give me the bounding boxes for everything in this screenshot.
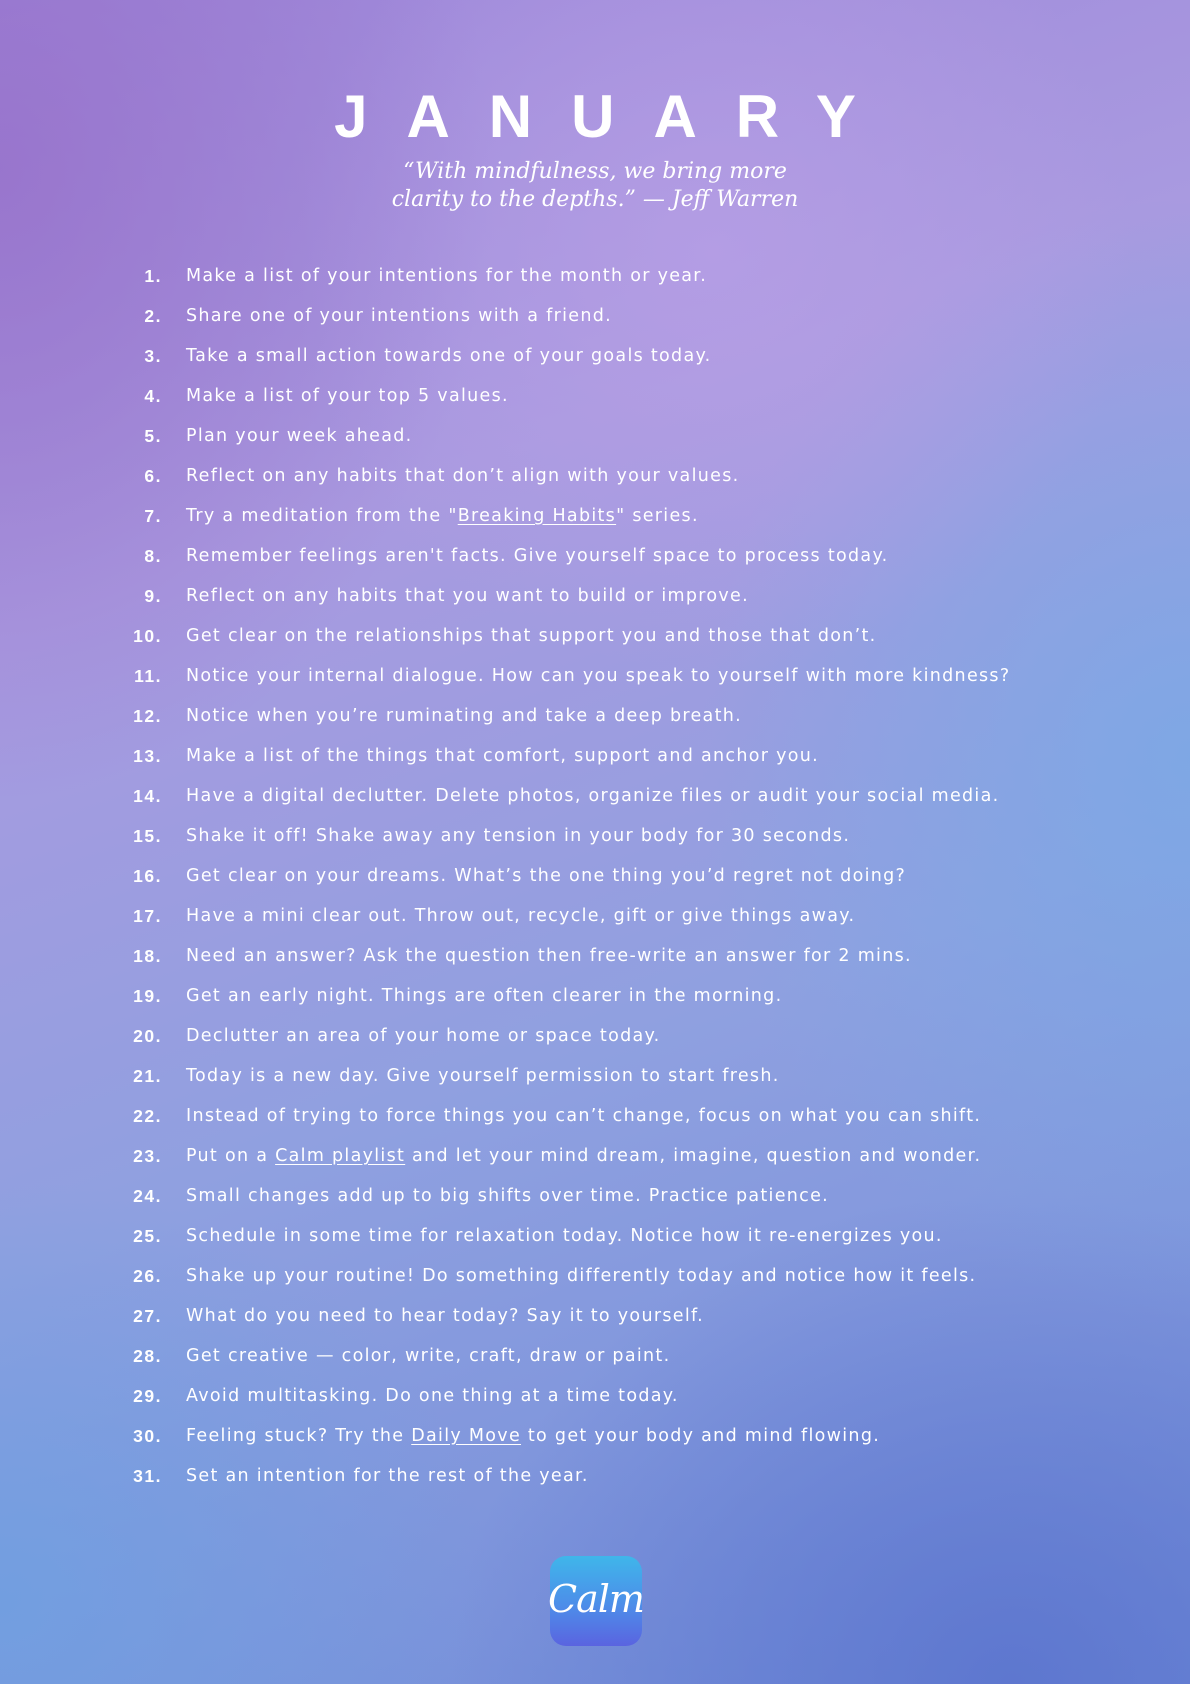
item-text: Get an early night. Things are often clearer in the morning.	[186, 986, 783, 1006]
list-item	[0, 1256, 1190, 1296]
item-number: 21.	[133, 1066, 162, 1086]
item-number: 5.	[144, 426, 162, 446]
item-text: Need an answer? Ask the question then free-write an answer for 2 mins.	[186, 946, 912, 966]
list-item	[0, 576, 1190, 616]
item-text: Remember feelings aren't facts. Give yourself space to process today.	[186, 546, 889, 566]
item-text-before: Feeling stuck? Try the	[186, 1426, 412, 1446]
item-link[interactable]: Calm playlist	[275, 1146, 406, 1166]
item-number: 31.	[133, 1466, 162, 1486]
item-number: 6.	[144, 466, 162, 486]
item-text: Avoid multitasking. Do one thing at a time today.	[186, 1386, 679, 1406]
list-item	[0, 256, 1190, 296]
item-text: Make a list of your top 5 values.	[186, 386, 509, 406]
item-number: 20.	[133, 1026, 162, 1046]
item-text: Today is a new day. Give yourself permission to start fresh.	[186, 1066, 780, 1086]
item-text-after: to get your body and mind flowing.	[521, 1426, 881, 1446]
list-item	[0, 1336, 1190, 1376]
list-item	[0, 1456, 1190, 1496]
list-item	[0, 416, 1190, 456]
item-number: 24.	[133, 1186, 162, 1206]
list-item	[0, 896, 1190, 936]
calm-logo-text: Calm	[548, 1577, 644, 1621]
item-text: Notice when you’re ruminating and take a deep breath.	[186, 706, 742, 726]
list-item	[0, 1136, 1190, 1176]
item-number: 7.	[144, 506, 162, 526]
item-text-after: and let your mind dream, imagine, question and wonder.	[405, 1146, 982, 1166]
list-item	[0, 736, 1190, 776]
item-text: Plan your week ahead.	[186, 426, 413, 446]
item-number: 9.	[144, 586, 162, 606]
list-item	[0, 696, 1190, 736]
list-item	[0, 1216, 1190, 1256]
list-item	[0, 936, 1190, 976]
list-item	[0, 776, 1190, 816]
quote	[0, 158, 1190, 214]
item-text: Reflect on any habits that you want to build or improve.	[186, 586, 749, 606]
list-item	[0, 536, 1190, 576]
item-text: Get clear on your dreams. What’s the one thing you’d regret not doing?	[186, 866, 907, 886]
item-number: 28.	[133, 1346, 162, 1366]
list-item	[0, 816, 1190, 856]
item-link[interactable]: Daily Move	[411, 1426, 522, 1446]
item-number: 23.	[133, 1146, 162, 1166]
item-text: Shake it off! Shake away any tension in your body for 30 seconds.	[186, 826, 851, 846]
list-item	[0, 1096, 1190, 1136]
quote-line-1: “With mindfulness, we bring more	[403, 159, 787, 184]
item-text: What do you need to hear today? Say it to yourself.	[186, 1306, 705, 1326]
item-text: Set an intention for the rest of the year.	[186, 1466, 589, 1486]
page-title: JANUARY	[334, 83, 895, 150]
item-number: 8.	[144, 546, 162, 566]
item-text: Small changes add up to big shifts over time. Practice patience.	[186, 1186, 830, 1206]
item-text: Notice your internal dialogue. How can you speak to yourself with more kindness?	[186, 666, 1011, 686]
item-number: 3.	[144, 346, 162, 366]
item-text: Make a list of the things that comfort, support and anchor you.	[186, 746, 819, 766]
calm-logo[interactable]	[550, 1556, 642, 1646]
list-item	[0, 376, 1190, 416]
list-item	[0, 616, 1190, 656]
item-number: 13.	[133, 746, 162, 766]
list-item	[0, 1016, 1190, 1056]
item-number: 15.	[133, 826, 162, 846]
item-text: Take a small action towards one of your goals today.	[186, 346, 712, 366]
item-number: 16.	[133, 866, 162, 886]
item-text: Have a mini clear out. Throw out, recycle, gift or give things away.	[186, 906, 856, 926]
item-text: Make a list of your intentions for the month or year.	[186, 266, 708, 286]
item-text-before: Try a meditation from the "	[186, 506, 458, 526]
item-text-before: Put on a	[186, 1146, 276, 1166]
item-number: 25.	[133, 1226, 162, 1246]
item-number: 22.	[133, 1106, 162, 1126]
item-number: 12.	[133, 706, 162, 726]
item-text: Share one of your intentions with a friend.	[186, 306, 613, 326]
item-text: Get clear on the relationships that support you and those that don’t.	[186, 626, 877, 646]
item-number: 29.	[133, 1386, 162, 1406]
item-number: 30.	[133, 1426, 162, 1446]
list-item	[0, 1056, 1190, 1096]
item-text: Get creative — color, write, craft, draw or paint.	[186, 1346, 671, 1366]
item-number: 14.	[133, 786, 162, 806]
daily-prompt-list	[0, 256, 1190, 1496]
item-number: 10.	[133, 626, 162, 646]
item-number: 27.	[133, 1306, 162, 1326]
item-text-after: " series.	[616, 506, 699, 526]
item-number: 19.	[133, 986, 162, 1006]
item-number: 2.	[144, 306, 162, 326]
list-item	[0, 656, 1190, 696]
list-item	[0, 1416, 1190, 1456]
item-number: 17.	[133, 906, 162, 926]
item-text: Schedule in some time for relaxation today. Notice how it re-energizes you.	[186, 1226, 943, 1246]
list-item	[0, 336, 1190, 376]
list-item	[0, 1176, 1190, 1216]
item-text: Declutter an area of your home or space today.	[186, 1026, 661, 1046]
item-number: 18.	[133, 946, 162, 966]
quote-line-2: clarity to the depths.” — Jeff Warren	[391, 187, 799, 212]
list-item	[0, 976, 1190, 1016]
list-item	[0, 296, 1190, 336]
list-item	[0, 1376, 1190, 1416]
item-text	[172, 1136, 981, 1176]
list-item	[0, 496, 1190, 536]
item-number: 4.	[144, 386, 162, 406]
item-number: 1.	[144, 266, 162, 286]
item-text	[172, 496, 699, 536]
list-item	[0, 1296, 1190, 1336]
list-item	[0, 456, 1190, 496]
item-text: Have a digital declutter. Delete photos, organize files or audit your social media.	[186, 786, 1000, 806]
item-link[interactable]: Breaking Habits	[457, 506, 617, 526]
list-item	[0, 856, 1190, 896]
item-number: 11.	[134, 666, 162, 686]
item-text: Reflect on any habits that don’t align with your values.	[186, 466, 740, 486]
item-text	[172, 1416, 880, 1456]
item-number: 26.	[133, 1266, 162, 1286]
item-text: Shake up your routine! Do something differently today and notice how it feels.	[186, 1266, 977, 1286]
item-text: Instead of trying to force things you can’t change, focus on what you can shift.	[186, 1106, 982, 1126]
